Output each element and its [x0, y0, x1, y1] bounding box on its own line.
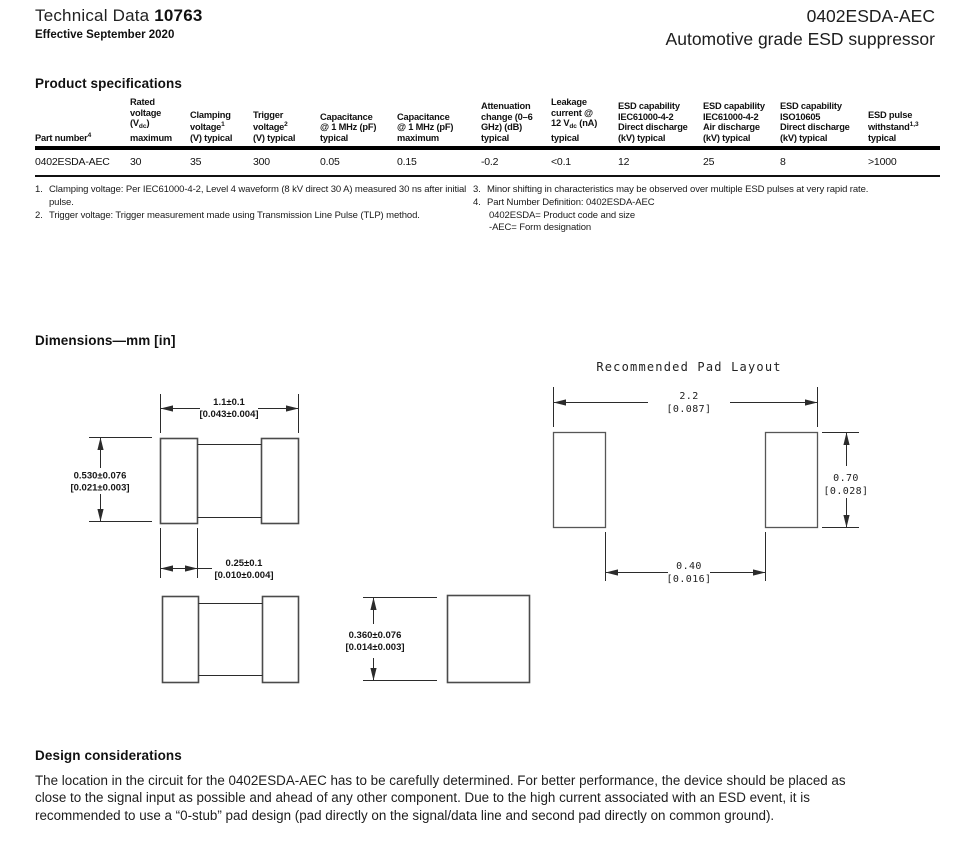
- spec-table: [35, 97, 940, 177]
- dim-pad-overall-in: [0.087]: [666, 404, 712, 415]
- footnote-4: 4. Part Number Definition: 0402ESDA-AEC 0402ESDA= Product code and size -AEC= Form designation: [473, 197, 943, 235]
- product-specs-heading: Product specifications: [35, 76, 182, 91]
- dim-pad-gap-in: [0.016]: [666, 574, 712, 585]
- header-left: [35, 6, 203, 41]
- col-leakage-current: Leakage current @ 12 $V_{dc}$ (nA) typical: [551, 97, 598, 143]
- doc-title-text: Technical Data: [35, 6, 155, 25]
- col-esd-pulse-withstand: ESD pulse withstand$^{1,3}$ typical: [868, 109, 919, 143]
- dim-body-height: [70, 438, 152, 522]
- dim-pad-gap: [606, 532, 766, 585]
- footnote-1: 1. Clamping voltage: Per IEC61000-4-2, Level 4 waveform (8 kV direct 30 A) measured 30 ns after initial pulse.: [35, 184, 467, 208]
- dim-pad-height: [822, 433, 868, 528]
- col-esd-iec-air: ESD capability IEC61000-4-2 Air discharge (kV) typical: [703, 101, 765, 143]
- cell-esd-pulse-withstand: >1000: [868, 156, 897, 169]
- dim-body-width-in: [0.043±0.004]: [199, 409, 259, 420]
- cell-esd-iec-direct: 12: [618, 156, 630, 169]
- dimensions-heading: Dimensions—mm [in]: [35, 333, 176, 348]
- footnote-2: 2. Trigger voltage: Trigger measurement made using Transmission Line Pulse (TLP) method.: [35, 209, 420, 221]
- dim-body-width: [161, 394, 299, 433]
- footnote-4-body: Part Number Definition: 0402ESDA-AEC 0402ESDA= Product code and size -AEC= Form designation: [487, 197, 943, 235]
- design-heading: Design considerations: [35, 748, 182, 763]
- dim-thickness-in: [0.014±0.003]: [345, 642, 405, 653]
- design-body: The location in the circuit for the 0402ESDA-AEC has to be carefully determined. For better performance, the device should be placed as close to the signal input as possible and ahead of any other component. Due to the high current associated with an ESD event, it is recommended to use a “0-stub” pad design (pad directly on the signal/data line and second pad directly on common ground).: [35, 773, 846, 823]
- spec-table-data-row: [35, 150, 940, 177]
- footnotes-right: [473, 184, 943, 235]
- footnote-3: 3. Minor shifting in characteristics may be observed over multiple ESD pulses at very rapid rate.: [473, 184, 869, 195]
- spec-table-header-row: [35, 97, 940, 150]
- footnotes-left: [35, 184, 485, 222]
- header-right: [666, 6, 935, 50]
- doc-number: 10763: [154, 6, 203, 25]
- cell-esd-iso: 8: [780, 156, 786, 169]
- col-capacitance-maximum: Capacitance @ 1 MHz (pF) maximum: [397, 111, 454, 143]
- chip-side-view: [163, 597, 299, 683]
- cell-clamping-voltage: 35: [190, 156, 202, 169]
- cell-rated-voltage: 30: [130, 156, 142, 169]
- col-trigger-voltage: Trigger voltage$^2$ (V) typical: [253, 109, 296, 143]
- chip-top-view: [161, 439, 299, 524]
- col-part-number: Part number$^4$: [35, 131, 92, 143]
- product-code: 0402ESDA-AEC: [806, 6, 935, 26]
- chip-end-view: [448, 596, 530, 683]
- cell-capacitance-typical: 0.05: [320, 156, 340, 169]
- cell-part-number: 0402ESDA-AEC: [35, 156, 110, 169]
- col-rated-voltage: Rated voltage $(V_{dc})$ maximum: [130, 97, 173, 143]
- dim-body-width-mm: 1.1±0.1: [213, 397, 245, 408]
- product-description: Automotive grade ESD suppressor: [665, 29, 935, 49]
- dim-terminal-width-mm: 0.25±0.1: [225, 558, 263, 569]
- dim-terminal-width-in: [0.010±0.004]: [214, 570, 274, 581]
- col-attenuation-change: Attenuation change (0–6 GHz) (dB) typical: [481, 101, 533, 143]
- cell-leakage-current: <0.1: [551, 156, 571, 169]
- doc-title: [35, 6, 203, 26]
- footnote-4-sub1: 0402ESDA= Product code and size: [489, 209, 636, 221]
- cell-esd-iec-air: 25: [703, 156, 715, 169]
- dim-thickness-mm: 0.360±0.076: [348, 630, 402, 641]
- dim-pad-height-in: [0.028]: [823, 486, 869, 497]
- dim-body-height-in: [0.021±0.003]: [70, 482, 130, 494]
- cell-attenuation-change: -0.2: [481, 156, 499, 169]
- col-esd-iso: ESD capability ISO10605 Direct discharge (kV) typical: [780, 101, 850, 143]
- dim-pad-overall-mm: 2.2: [679, 391, 699, 402]
- dim-pad-overall: [554, 387, 818, 427]
- col-esd-iec-direct: ESD capability IEC61000-4-2 Direct discharge (kV) typical: [618, 101, 688, 143]
- cell-trigger-voltage: 300: [253, 156, 270, 169]
- dim-terminal-width: [161, 528, 274, 581]
- dim-thickness: [345, 598, 437, 681]
- pad-layout-pads: [554, 433, 818, 528]
- dim-pad-height-mm: 0.70: [833, 473, 859, 484]
- col-clamping-voltage: Clamping voltage$^1$ (V) typical: [190, 109, 233, 143]
- dim-pad-gap-mm: 0.40: [676, 561, 702, 572]
- pad-layout-title: Recommended Pad Layout: [596, 360, 782, 374]
- cell-capacitance-maximum: 0.15: [397, 156, 417, 169]
- dim-body-height-mm: 0.530±0.076: [73, 470, 127, 482]
- effective-date: Effective September 2020: [35, 29, 175, 41]
- col-capacitance-typical: Capacitance @ 1 MHz (pF) typical: [320, 111, 377, 143]
- footnote-4-sub2: -AEC= Form designation: [489, 222, 592, 234]
